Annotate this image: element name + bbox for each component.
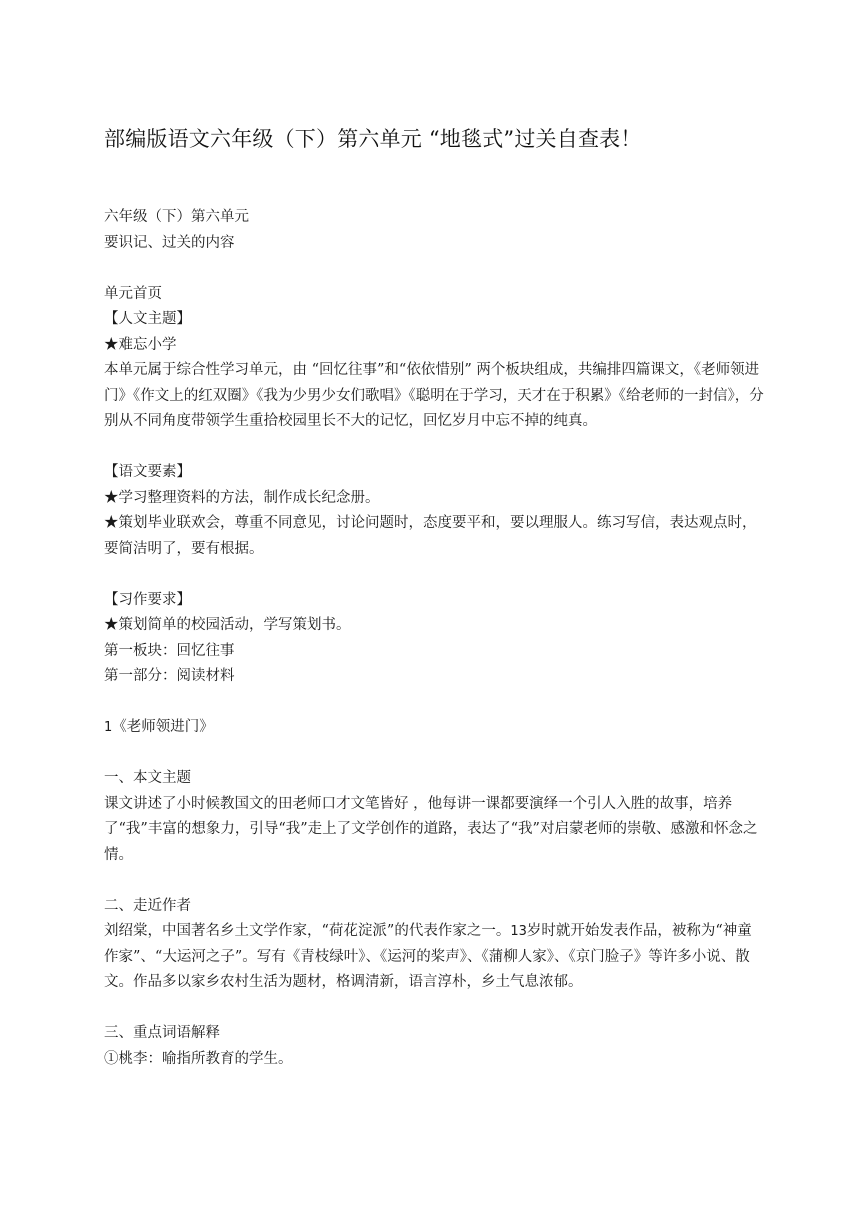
section-2-paragraph bbox=[104, 919, 764, 996]
block-heading: 第一板块：回忆往事 bbox=[104, 642, 235, 659]
theme-star: ★难忘小学 bbox=[104, 336, 177, 353]
spacer bbox=[104, 690, 764, 716]
writing-item-1: ★策划简单的校园活动，学写策划书。 bbox=[104, 617, 351, 633]
subtitle: 要识记、过关的内容 bbox=[104, 234, 235, 251]
section-2-header: 二、走近作者 bbox=[104, 897, 191, 914]
section-3-item-1: ①桃李：喻指所教育的学生。 bbox=[104, 1050, 293, 1067]
lesson-heading bbox=[104, 715, 764, 741]
writing-header: 【习作要求】 bbox=[104, 591, 191, 608]
section-2-text-a: 刘绍棠，中国著名乡土文学作家，“荷花淀派”的代表作家之一。 bbox=[104, 923, 511, 939]
theme-paragraph: 本单元属于综合性学习单元，由 “回忆往事”和“依依惜别” 两个板块组成，共编排四篇课文，《老师领进门》《作文上的红双圈》《我为少男少女们歌唱》《聪明在于学习，天才在于积累》《给老师的一封信》，分别从不同角度带领学生重拾校园里长不大的记忆，回忆岁月中忘不掉的纯真。 bbox=[104, 362, 764, 429]
spacer bbox=[104, 256, 764, 282]
unit-line: 六年级（下）第六单元 bbox=[104, 209, 249, 225]
lesson-number: 1 bbox=[104, 720, 113, 735]
spacer bbox=[104, 435, 764, 461]
spacer bbox=[104, 741, 764, 767]
element-item-1: ★学习整理资料的方法，制作成长纪念册。 bbox=[104, 489, 380, 506]
theme-header: 【人文主题】 bbox=[104, 311, 191, 327]
element-item-2: ★策划毕业联欢会，尊重不同意见，讨论问题时，态度要平和，要以理服人。练习写信，表达观点时，要简洁明了，要有根据。 bbox=[104, 515, 757, 557]
elements-header: 【语文要素】 bbox=[104, 464, 191, 480]
spacer bbox=[104, 868, 764, 894]
document-body bbox=[104, 205, 764, 1072]
unit-home-heading: 单元首页 bbox=[104, 285, 162, 302]
section-3-header: 三、重点词语解释 bbox=[104, 1025, 220, 1041]
section-1-paragraph: 课文讲述了小时候教国文的田老师口才文笔皆好 ，他每讲一课都要演绎一个引人入胜的故事，培养了“我”丰富的想象力，引导“我”走上了文学创作的道路，表达了“我”对启蒙老师的崇敬、感激和怀念之情。 bbox=[104, 795, 758, 863]
section-2-text-b: 岁时就开始发表作品，被称为“神童作家”、“大运河之子”。写有《青枝绿叶》、《运河的桨声》、《蒲柳人家》、《京门脸子》等许多小说、散文。作品多以家乡农村生活为题材，格调清新，语言淳朴，乡土气息浓郁。 bbox=[104, 923, 752, 990]
section-1-header: 一、本文主题 bbox=[104, 770, 191, 786]
part-heading: 第一部分：阅读材料 bbox=[104, 668, 235, 684]
section-2-age: 13 bbox=[510, 924, 527, 939]
spacer bbox=[104, 562, 764, 588]
document-title: 部编版语文六年级（下）第六单元 “地毯式”过关自查表！ bbox=[104, 127, 642, 151]
spacer bbox=[104, 996, 764, 1022]
lesson-title: 《老师领进门》 bbox=[112, 719, 214, 735]
